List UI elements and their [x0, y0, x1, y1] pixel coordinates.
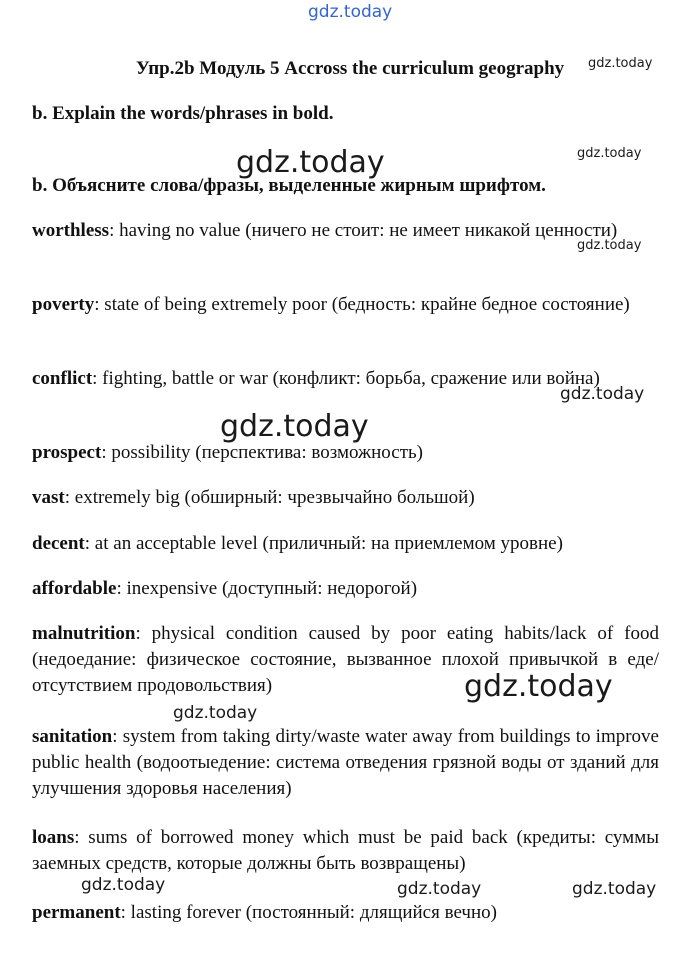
page-title: Упр.2b Модуль 5 Accross the curriculum geography	[135, 58, 565, 79]
term: worthless	[32, 220, 110, 241]
watermark: gdz.today	[81, 875, 166, 895]
term: decent	[32, 533, 85, 554]
definition: : state of being extremely poor (бедность: крайне бедное состояние)	[94, 294, 630, 315]
definition: : lasting forever (постоянный: длящийся вечно)	[120, 902, 497, 923]
watermark: gdz.today	[577, 146, 642, 161]
vocab-entry-loans	[32, 825, 659, 877]
term: poverty	[32, 294, 95, 315]
definition: : at an acceptable level (приличный: на приемлемом уровне)	[84, 533, 563, 554]
definition: : sums of borrowed money which must be paid back (кредиты: суммы заемных средств, которые должны быть возвращены)	[32, 827, 659, 874]
vocab-entry-vast	[32, 485, 659, 511]
watermark: gdz.today	[588, 56, 653, 71]
watermark: gdz.today	[220, 409, 369, 444]
watermark: gdz.today	[560, 384, 645, 404]
vocab-entry-prospect	[32, 440, 659, 466]
definition: : system from taking dirty/waste water away from buildings to improve public health (водоотыедение: система отведения грязной воды от зданий для улучшения здоровья населения)	[32, 726, 659, 799]
definition: : having no value (ничего не стоит: не имеет никакой ценности)	[109, 220, 618, 241]
term: vast	[32, 487, 65, 508]
vocab-entry-conflict	[32, 366, 659, 392]
term: permanent	[32, 902, 121, 923]
vocab-entry-permanent	[32, 900, 659, 926]
definition: : extremely big (обширный: чрезвычайно большой)	[64, 487, 475, 508]
watermark: gdz.today	[577, 238, 642, 253]
definition: : possibility (перспектива: возможность)	[101, 442, 423, 463]
term: sanitation	[32, 726, 113, 747]
term: prospect	[32, 442, 102, 463]
watermark: gdz.today	[464, 669, 613, 704]
watermark: gdz.today	[173, 703, 258, 723]
vocab-entry-worthless	[32, 218, 659, 244]
vocab-entry-malnutrition	[32, 621, 659, 699]
watermark: gdz.today	[397, 879, 482, 899]
definition: : inexpensive (доступный: недорогой)	[116, 578, 418, 599]
instruction-russian: b. Объясните слова/фразы, выделенные жирным шрифтом.	[32, 175, 546, 196]
term: loans	[32, 827, 75, 848]
vocab-entry-poverty	[32, 292, 659, 318]
vocab-entry-affordable	[32, 576, 659, 602]
vocab-entry-sanitation	[32, 724, 659, 802]
watermark: gdz.today	[572, 879, 657, 899]
watermark-top: gdz.today	[308, 2, 393, 22]
definition: : fighting, battle or war (конфликт: борьба, сражение или война)	[92, 368, 600, 389]
instruction-english: b. Explain the words/phrases in bold.	[32, 103, 334, 124]
vocab-entry-decent	[32, 531, 659, 557]
term: malnutrition	[32, 623, 136, 644]
watermark: gdz.today	[236, 145, 385, 180]
definition: : physical condition caused by poor eating habits/lack of food (недоедание: физическое состояние, вызванное плохой привычкой в еде/отсутствием продовольствия)	[32, 623, 659, 696]
term: conflict	[32, 368, 93, 389]
term: affordable	[32, 578, 117, 599]
